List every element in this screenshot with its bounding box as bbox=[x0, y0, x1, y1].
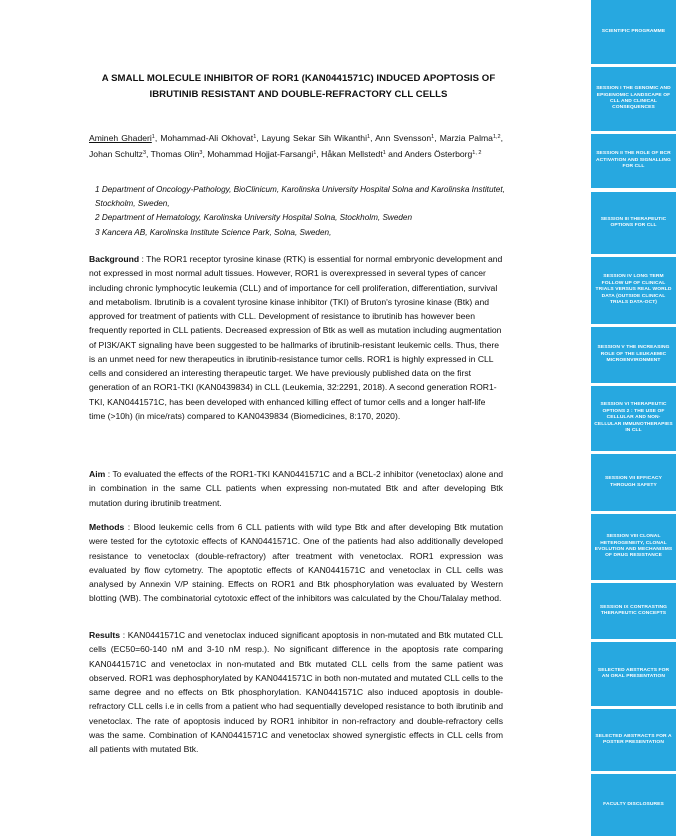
methods-label: Methods bbox=[89, 522, 125, 532]
author bbox=[151, 149, 203, 159]
author bbox=[207, 149, 316, 159]
nav-session-7[interactable]: SESSION VII EFFICACY THROUGH SAFETY bbox=[591, 454, 676, 511]
affiliation-3: 3 Kancera AB, Karolinska Institute Science Park, Solna, Sweden, bbox=[95, 227, 332, 237]
author-name: Mohammad Hojjat-Farsangi bbox=[207, 148, 314, 159]
nav-session-8[interactable]: SESSION VIII CLONAL HETEROGENEITY, CLONAL EVOLUTION AND MECHANISMS OF DRUG RESISTANCE bbox=[591, 514, 676, 580]
nav-session-1[interactable]: SESSION I THE GENOMIC AND EPIGENOMIC LANDSCAPE OF CLL AND CLINICAL CONSEQUENCES bbox=[591, 67, 676, 131]
author-affiliation-ref: 1 bbox=[253, 134, 257, 140]
background-section bbox=[89, 252, 503, 423]
section-navigation bbox=[591, 0, 676, 836]
author-name: Amineh Ghaderi bbox=[89, 133, 152, 143]
results-section bbox=[89, 628, 503, 756]
methods-text: : Blood leukemic cells from 6 CLL patients with wild type Btk and after developing Btk mutation were tested for the cytotoxic effects of KAN0441571C. One of the patients had also additionally developed resistance to venetoclax (double-refractory) after treatment with venetoclax. ROR1 expression was evaluated by flow cytometry. The apoptotic effects of KAN0441571C and venetoclax in CLL cells was analysed by Annexin V/P staining. Effects on ROR1 and Btk phosphorylation was evaluated by Western blotting (WB). The combinatorial cytotoxic effect of the inhibitors was calculated by the Chou/Talalay method. bbox=[89, 522, 504, 604]
affiliation-1: 1 Department of Oncology-Pathology, BioClinicum, Karolinska University Hospital Solna and Karolinska Institutet, Stockholm, Sweden, bbox=[95, 185, 505, 209]
author bbox=[89, 149, 146, 159]
aim-section bbox=[89, 467, 503, 510]
author-affiliation-ref: 1 bbox=[382, 149, 386, 156]
results-label: Results bbox=[89, 630, 121, 640]
background-text: : The ROR1 receptor tyrosine kinase (RTK) is essential for normal embryonic development and not expressed in most normal adult tissues. However, ROR1 is overexpressed in several types of cancer including chronic lymphocytic leukemia (CLL) and of importance for cell proliferation, differentiation, survival and metabolism. Ibrutinib is a covalent tyrosine kinase inhibitor (TKI) of Bruton's tyrosine kinase (Btk) and approved for treatment of patients with CLL. Development of resistance to ibrutinib has however been frequently reported in CLL patients. Decreased expression of Btk as well as mutation including augmentation of PI3K/AKT signaling have been suggested to be hallmarks of ibrutinib-resistant leukemic cells. Thus, there is an unmet need for new therapeutics in ibrutinib-resistance tumor cells. ROR1 is highly expressed in CLL cells and considered an interesting therapeutic target. We have previously published data on the first generation of an ROR1-TKI (KAN0439834) in CLL (Leukemia, 32:2291, 2018). A second generation ROR1-TKI, KAN0441571C, has been developed with enhanced killing effect of tumor cells and a longer half-life time (>10h) (in mice/rats) compared to KAN0439834 (Biomedicines, 8:170, 2020). bbox=[89, 254, 503, 421]
author-affiliation-ref: 1 bbox=[367, 134, 371, 140]
author-list: Amineh Ghaderi$^1$, Mohammad-Ali Okhovat$^1$, Layung Sekar Sih Wikanthi$^1$, Ann Svensson$^1$, Marzia Palma$^{1,2}$, Johan Schultz$^3$, Thomas Olin$^3$, Mohammad Hojjat-Farsangi$^1$, Håkan Mellstedt$^1$ and Anders Österborg$^{1, 2}$ bbox=[89, 133, 503, 159]
affiliation-2: 2 Department of Hematology, Karolinska University Hospital Solna, Stockholm, Sweden bbox=[95, 213, 413, 223]
aim-label: Aim bbox=[89, 469, 106, 479]
author bbox=[321, 149, 386, 159]
nav-session-6[interactable]: SESSION VI THERAPEUTIC OPTIONS 2 : THE USE OF CELLULAR AND NON-CELLULAR IMMUNOTHERAPIES IN CLL bbox=[591, 386, 676, 451]
nav-session-5[interactable]: SESSION V THE INCREASING ROLE OF THE LEUKAEMIC MICROENVIRONMENT bbox=[591, 327, 676, 383]
author-name: Håkan Mellstedt bbox=[321, 148, 383, 159]
nav-selected-oral[interactable]: SELECTED ABSTRACTS FOR AN ORAL PRESENTATION bbox=[591, 642, 676, 706]
author-affiliation-ref: 1, 2 bbox=[472, 149, 482, 156]
nav-session-2[interactable]: SESSION II THE ROLE OF BCR ACTIVATION AND SIGNALLING FOR CLL bbox=[591, 134, 676, 188]
affiliation-list bbox=[95, 183, 505, 240]
author-affiliation-ref: 1 bbox=[313, 149, 317, 156]
author bbox=[375, 133, 434, 143]
author-name: Johan Schultz bbox=[89, 148, 143, 159]
author-name: Layung Sekar Sih Wikanthi bbox=[261, 133, 367, 143]
nav-faculty-disclosures[interactable]: FACULTY DISCLOSURES bbox=[591, 774, 676, 836]
background-label: Background bbox=[89, 254, 140, 264]
author bbox=[160, 133, 256, 143]
author-affiliation-ref: 3 bbox=[142, 149, 147, 156]
author-name: Anders Österborg bbox=[404, 148, 473, 159]
author-name: Thomas Olin bbox=[150, 148, 200, 159]
author-affiliation-ref: 1,2 bbox=[492, 134, 501, 140]
methods-section bbox=[89, 520, 503, 606]
author-affiliation-ref: 1 bbox=[431, 134, 435, 140]
author bbox=[262, 133, 370, 143]
nav-session-9[interactable]: SESSION IX CONTRASTING THERAPEUTIC CONCEPTS bbox=[591, 583, 676, 639]
nav-scientific-programme[interactable]: SCIENTIFIC PROGRAMME bbox=[591, 0, 676, 64]
author bbox=[404, 149, 481, 159]
nav-selected-poster[interactable]: SELECTED ABSTRACTS FOR A POSTER PRESENTATION bbox=[591, 709, 676, 771]
abstract-title: A SMALL MOLECULE INHIBITOR OF ROR1 (KAN0441571C) INDUCED APOPTOSIS OF IBRUTINIB RESISTANT AND DOUBLE-REFRACTORY CLL CELLS bbox=[101, 73, 496, 100]
author-name: Mohammad-Ali Okhovat bbox=[160, 133, 254, 143]
results-text: : KAN0441571C and venetoclax induced significant apoptosis in non-mutated and Btk mutated CLL cells (EC50=60-140 nM and 3-10 nM resp.). No significant difference in the apoptosis rate comparing KAN0441571C and venetoclax in non-mutated and Btk mutated CLL cells from the same patient was observed. ROR1 was dephosphorylated by KAN0441571C in both non-mutated and mutated CLL cells to the same degree and no effects on Btk phosphorylation. KAN0441571C also induced apoptosis in double-refractory CLL cells i.e in cells from a patient who had sequentially developed resistance to both ibrutinib and venetoclax. The rate of apoptosis induced by ROR1 inhibitor in non-refractory and double-refractory cells was the same. Combination of KAN0441571C and venetoclax showed synergistic effects in CLL cells from all patients with mutated Btk. bbox=[89, 630, 503, 754]
author-affiliation-ref: 1 bbox=[151, 134, 155, 140]
author-name: Ann Svensson bbox=[375, 133, 432, 143]
author bbox=[89, 133, 155, 143]
nav-session-3[interactable]: SESSION III THERAPEUTIC OPTIONS FOR CLL bbox=[591, 192, 676, 254]
author-affiliation-ref: 3 bbox=[199, 149, 203, 156]
aim-text: : To evaluated the effects of the ROR1-TKI KAN0441571C and a BCL-2 inhibitor (venetoclax) alone and in combination in the same CLL patients when expressing non-mutated Btk and after developing Btk mutation during ibrutinib treatment. bbox=[89, 469, 504, 508]
author-name: Marzia Palma bbox=[439, 133, 493, 143]
nav-session-4[interactable]: SESSION IV LONG TERM FOLLOW UP OF CLINICAL TRIALS VERSUS REAL WORLD DATA (OUTSIDE CLINICAL TRIALS DATA-OCT) bbox=[591, 257, 676, 324]
author bbox=[440, 133, 501, 143]
